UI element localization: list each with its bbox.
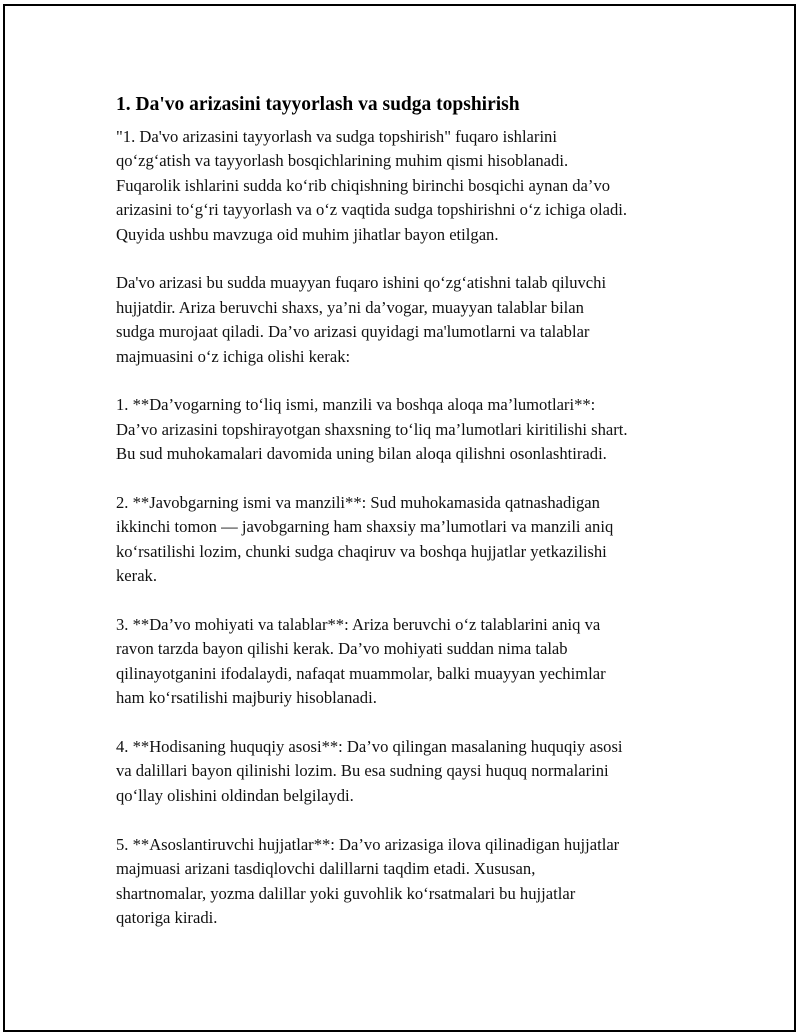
text-line: qo‘zg‘atish va tayyorlash bosqichlarining muhim qismi hisoblanadi. [116, 151, 569, 171]
text-line: majmuasi arizani tasdiqlovchi dalillarni taqdim etadi. Xususan, [116, 859, 536, 879]
text-line: majmuasini o‘z ichiga olishi kerak: [116, 346, 351, 366]
text-line: 2. **Javobgarning ismi va manzili**: Sud muhokamasida qatnashadigan [116, 493, 600, 513]
text-line: arizasini to‘g‘ri tayyorlash va o‘z vaqtida sudga topshirishni o‘z ichiga oladi. [116, 200, 628, 220]
text-line: "1. Da'vo arizasini tayyorlash va sudga topshirish" fuqaro ishlarini [116, 127, 557, 146]
text-line: Da’vo arizasini topshirayotgan shaxsning to‘liq ma’lumotlari kiritilishi shart. [116, 419, 628, 439]
text-line: ham ko‘rsatilishi majburiy hisoblanadi. [116, 688, 377, 708]
text-line: ko‘rsatilishi lozim, chunki sudga chaqiruv va boshqa hujjatlar yetkazilishi [116, 541, 607, 561]
document-title: 1. Da'vo arizasini tayyorlash va sudga topshirish [116, 94, 520, 115]
text-line: ravon tarzda bayon qilishi kerak. Da’vo mohiyati suddan nima talab [116, 639, 568, 659]
text-line: Da'vo arizasi bu sudda muayyan fuqaro ishini qo‘zg‘atishni talab qiluvchi [116, 273, 607, 293]
text-line: ikkinchi tomon — javobgarning ham shaxsiy ma’lumotlari va manzili aniq [116, 517, 614, 537]
list-item-4 [116, 735, 696, 808]
paragraph-definition [116, 271, 696, 369]
text-line: shartnomalar, yozma dalillar yoki guvohlik ko‘rsatmalari bu hujjatlar [116, 883, 576, 903]
text-line: Quyida ushbu mavzuga oid muhim jihatlar bayon etilgan. [116, 224, 499, 244]
text-line: va dalillari bayon qilinishi lozim. Bu esa sudning qaysi huquq normalarini [116, 761, 609, 781]
list-item-3 [116, 613, 696, 711]
document-body [116, 92, 696, 955]
text-line: Fuqarolik ishlarini sudda ko‘rib chiqishning birinchi bosqichi aynan da’vo [116, 175, 611, 195]
text-line: 5. **Asoslantiruvchi hujjatlar**: Da’vo arizasiga ilova qilinadigan hujjatlar [116, 834, 620, 854]
text-line: hujjatdir. Ariza beruvchi shaxs, ya’ni da’vogar, muayyan talablar bilan [116, 297, 584, 317]
text-line: qilinayotganini ifodalaydi, nafaqat muammolar, balki muayyan yechimlar [116, 663, 606, 683]
text-line: Bu sud muhokamalari davomida uning bilan aloqa qilishni osonlashtiradi. [116, 444, 607, 464]
list-item-1 [116, 393, 696, 466]
text-line: 4. **Hodisaning huquqiy asosi**: Da’vo qilingan masalaning huquqiy asosi [116, 737, 623, 757]
text-line: qatoriga kiradi. [116, 907, 218, 927]
text-line: kerak. [116, 566, 157, 586]
list-item-5 [116, 833, 696, 931]
text-line: 1. **Da’vogarning to‘liq ismi, manzili va boshqa aloqa ma’lumotlari**: [116, 395, 596, 415]
paragraph-intro [116, 125, 696, 247]
text-line: 3. **Da’vo mohiyati va talablar**: Ariza beruvchi o‘z talablarini aniq va [116, 615, 601, 635]
text-line: qo‘llay olishini oldindan belgilaydi. [116, 785, 354, 805]
list-item-2 [116, 491, 696, 589]
text-line: sudga murojaat qiladi. Da’vo arizasi quyidagi ma'lumotlarni va talablar [116, 322, 590, 342]
